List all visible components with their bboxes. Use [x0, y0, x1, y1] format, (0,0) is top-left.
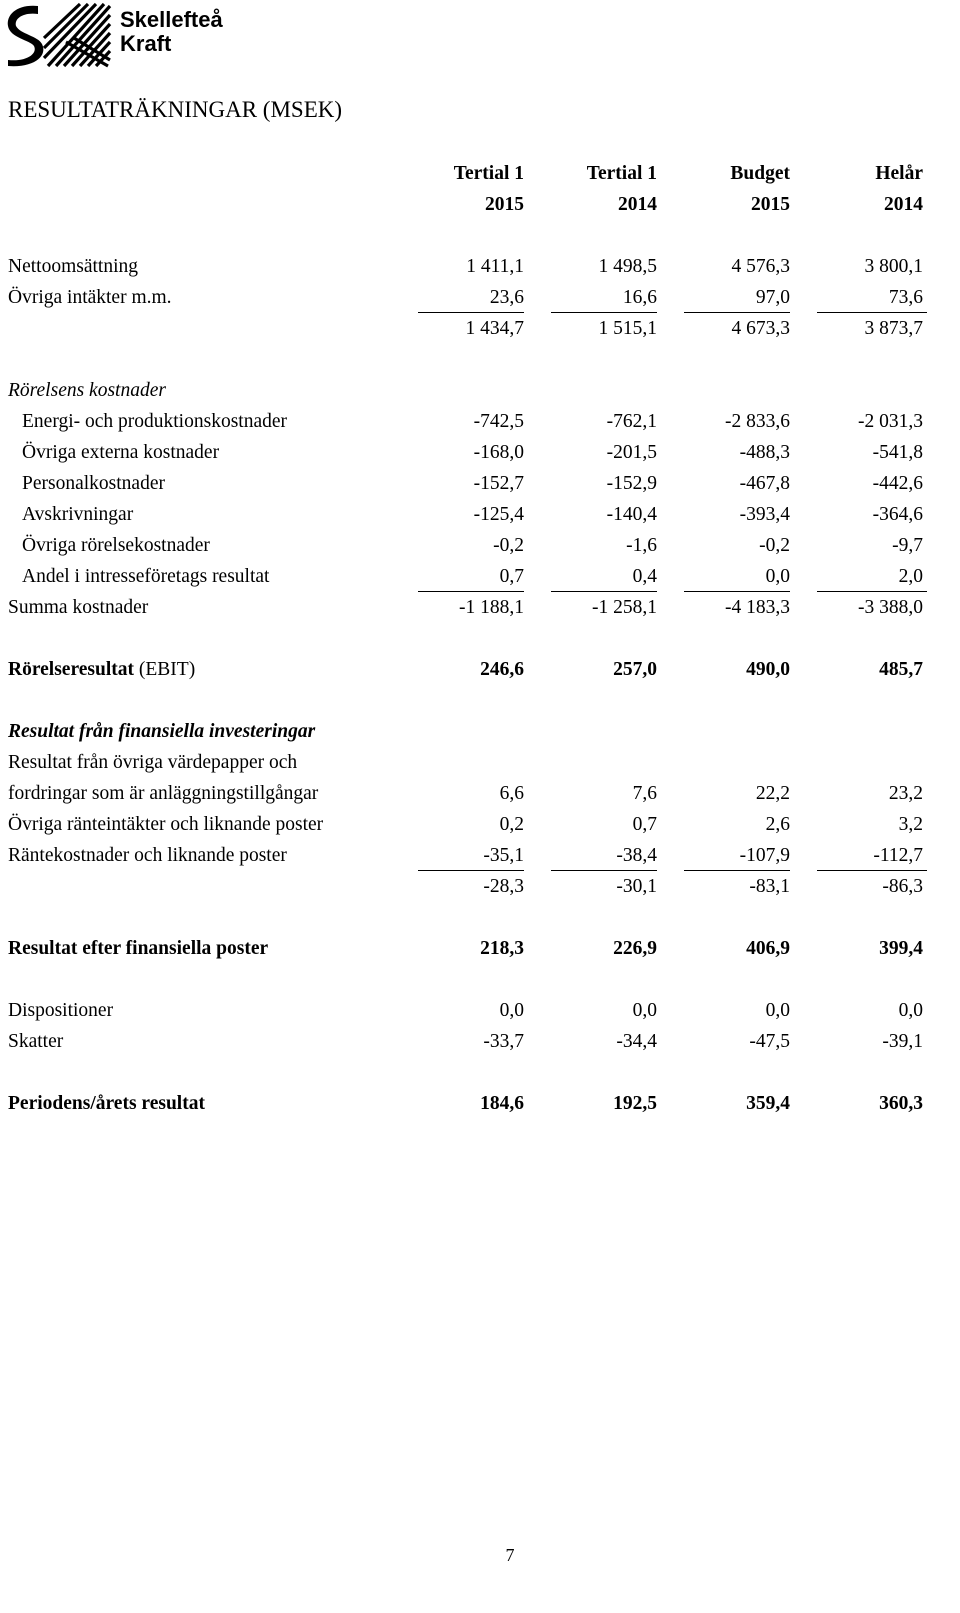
column-header: Tertial 1 — [453, 163, 524, 184]
cell-value: 97,0 — [755, 287, 790, 308]
row-vardepapper-line1 — [0, 747, 960, 778]
cell-value: -488,3 — [739, 442, 790, 463]
row-label: Räntekostnader och liknande poster — [8, 845, 287, 866]
cell-value: 490,0 — [746, 659, 790, 680]
cell-value: 1 515,1 — [598, 318, 657, 339]
column-header-year: 2015 — [751, 194, 790, 215]
row-label: Nettoomsättning — [8, 256, 138, 277]
row-dispositioner — [0, 995, 960, 1026]
row-efter-finansiella — [0, 933, 960, 964]
row-summa-intakter — [0, 313, 960, 344]
row-andel — [0, 561, 960, 592]
cell-value: -125,4 — [473, 504, 524, 525]
column-header-year: 2014 — [884, 194, 923, 215]
column-header-row-1 — [0, 158, 960, 189]
row-label: Resultat från övriga värdepapper och — [8, 752, 298, 773]
cell-value: 399,4 — [879, 938, 923, 959]
row-ebit — [0, 654, 960, 685]
cell-value: -4 183,3 — [725, 597, 790, 618]
cell-value: -9,7 — [892, 535, 923, 556]
cell-value: -83,1 — [749, 876, 790, 897]
cell-value: 184,6 — [480, 1093, 524, 1114]
brand-name-line1: Skellefteå — [120, 7, 223, 32]
cell-value: -152,9 — [606, 473, 657, 494]
row-label — [8, 654, 195, 685]
cell-value: 1 411,1 — [466, 256, 524, 277]
section-heading: Rörelsens kostnader — [8, 380, 166, 401]
row-summa-kostnader — [0, 592, 960, 623]
cell-value: -2 833,6 — [725, 411, 790, 432]
row-label-bold: Rörelseresultat — [8, 659, 134, 680]
row-label: Andel i intresseföretags resultat — [22, 566, 270, 587]
cell-value: 359,4 — [746, 1093, 790, 1114]
cell-value: -112,7 — [873, 845, 923, 866]
cell-value: 218,3 — [480, 938, 524, 959]
row-periodens-resultat — [0, 1088, 960, 1119]
cell-value: -467,8 — [739, 473, 790, 494]
row-label-suffix: (EBIT) — [134, 659, 196, 680]
cell-value: 0,0 — [765, 566, 790, 587]
row-ovriga-rorelse — [0, 530, 960, 561]
cell-value: 485,7 — [879, 659, 923, 680]
row-label: fordringar som är anläggningstillgångar — [8, 783, 319, 804]
cell-value: -762,1 — [606, 411, 657, 432]
column-header: Tertial 1 — [586, 163, 657, 184]
cell-value: 22,2 — [755, 783, 790, 804]
cell-value: 3 873,7 — [864, 318, 923, 339]
cell-value: 0,0 — [499, 1000, 524, 1021]
cell-value: -0,2 — [759, 535, 790, 556]
row-vardepapper — [0, 778, 960, 809]
cell-value: 23,2 — [888, 783, 923, 804]
cell-value: 360,3 — [879, 1093, 923, 1114]
cell-value: 0,7 — [499, 566, 524, 587]
row-label: Resultat efter finansiella poster — [8, 938, 269, 959]
cell-value: -541,8 — [872, 442, 923, 463]
cell-value: 3 800,1 — [864, 256, 923, 277]
cell-value: -86,3 — [882, 876, 923, 897]
column-header-year: 2015 — [485, 194, 524, 215]
cell-value: -30,1 — [616, 876, 657, 897]
cell-value: -2 031,3 — [858, 411, 923, 432]
cell-value: 192,5 — [613, 1093, 657, 1114]
row-label: Summa kostnader — [8, 597, 149, 618]
row-label: Energi- och produktionskostnader — [22, 411, 288, 432]
cell-value: -38,4 — [616, 845, 657, 866]
row-label: Dispositioner — [8, 1000, 114, 1021]
cell-value: 0,4 — [632, 566, 657, 587]
cell-value: 4 576,3 — [731, 256, 790, 277]
skelleftea-kraft-logo-icon — [4, 2, 112, 68]
cell-value: -140,4 — [606, 504, 657, 525]
column-header-row-2 — [0, 189, 960, 220]
company-logo — [4, 2, 244, 68]
cell-value: 0,0 — [898, 1000, 923, 1021]
section-rorelsens-kostnader — [0, 375, 960, 406]
cell-value: -34,4 — [616, 1031, 657, 1052]
cell-value: 2,6 — [765, 814, 790, 835]
cell-value: 0,0 — [765, 1000, 790, 1021]
cell-value: 16,6 — [622, 287, 657, 308]
row-externa — [0, 437, 960, 468]
cell-value: 226,9 — [613, 938, 657, 959]
section-heading: Resultat från finansiella investeringar — [8, 721, 316, 742]
cell-value: -1 188,1 — [459, 597, 524, 618]
cell-value: -393,4 — [739, 504, 790, 525]
page-title: RESULTATRÄKNINGAR (MSEK) — [8, 97, 343, 122]
cell-value: 73,6 — [888, 287, 923, 308]
row-ranteintakter — [0, 809, 960, 840]
cell-value: -152,7 — [473, 473, 524, 494]
cell-value: 246,6 — [480, 659, 524, 680]
cell-value: -47,5 — [749, 1031, 790, 1052]
page-number: 7 — [505, 1545, 515, 1565]
cell-value: 3,2 — [898, 814, 923, 835]
cell-value: -364,6 — [872, 504, 923, 525]
row-summa-finansiella — [0, 871, 960, 902]
cell-value: 1 498,5 — [598, 256, 657, 277]
income-statement-table — [0, 158, 960, 1119]
cell-value: -201,5 — [606, 442, 657, 463]
row-nettoomsattning — [0, 251, 960, 282]
cell-value: -168,0 — [473, 442, 524, 463]
spacer — [0, 685, 960, 716]
spacer — [0, 344, 960, 375]
cell-value: 6,6 — [499, 783, 524, 804]
column-header: Budget — [730, 163, 790, 184]
row-label: Personalkostnader — [22, 473, 165, 494]
row-personal — [0, 468, 960, 499]
cell-value: 7,6 — [632, 783, 657, 804]
cell-value: -0,2 — [493, 535, 524, 556]
row-energi — [0, 406, 960, 437]
cell-value: 406,9 — [746, 938, 790, 959]
cell-value: 23,6 — [489, 287, 524, 308]
cell-value: -35,1 — [483, 845, 524, 866]
spacer — [0, 902, 960, 933]
cell-value: -33,7 — [483, 1031, 524, 1052]
cell-value: 4 673,3 — [731, 318, 790, 339]
cell-value: 0,7 — [632, 814, 657, 835]
section-finansiella — [0, 716, 960, 747]
row-label: Övriga rörelsekostnader — [22, 535, 210, 556]
cell-value: -3 388,0 — [858, 597, 923, 618]
row-label: Periodens/årets resultat — [8, 1093, 205, 1114]
spacer — [0, 623, 960, 654]
row-label: Skatter — [8, 1031, 64, 1052]
row-avskrivningar — [0, 499, 960, 530]
row-label: Avskrivningar — [22, 504, 134, 525]
cell-value: 1 434,7 — [465, 318, 524, 339]
cell-value: -742,5 — [473, 411, 524, 432]
cell-value: -442,6 — [872, 473, 923, 494]
cell-value: -39,1 — [882, 1031, 923, 1052]
spacer — [0, 1057, 960, 1088]
cell-value: 2,0 — [898, 566, 923, 587]
column-header: Helår — [875, 163, 923, 184]
row-rantekostnader — [0, 840, 960, 871]
row-skatter — [0, 1026, 960, 1057]
row-ovriga-intakter — [0, 282, 960, 313]
cell-value: 257,0 — [613, 659, 657, 680]
brand-name-line2: Kraft — [120, 31, 172, 56]
column-header-year: 2014 — [618, 194, 657, 215]
row-label: Övriga externa kostnader — [22, 442, 220, 463]
cell-value: 0,2 — [499, 814, 524, 835]
cell-value: -28,3 — [483, 876, 524, 897]
cell-value: -107,9 — [739, 845, 790, 866]
spacer — [0, 220, 960, 251]
cell-value: -1 258,1 — [592, 597, 657, 618]
cell-value: 0,0 — [632, 1000, 657, 1021]
row-label: Övriga ränteintäkter och liknande poster — [8, 814, 324, 835]
cell-value: -1,6 — [626, 535, 657, 556]
row-label: Övriga intäkter m.m. — [8, 287, 172, 308]
spacer — [0, 964, 960, 995]
